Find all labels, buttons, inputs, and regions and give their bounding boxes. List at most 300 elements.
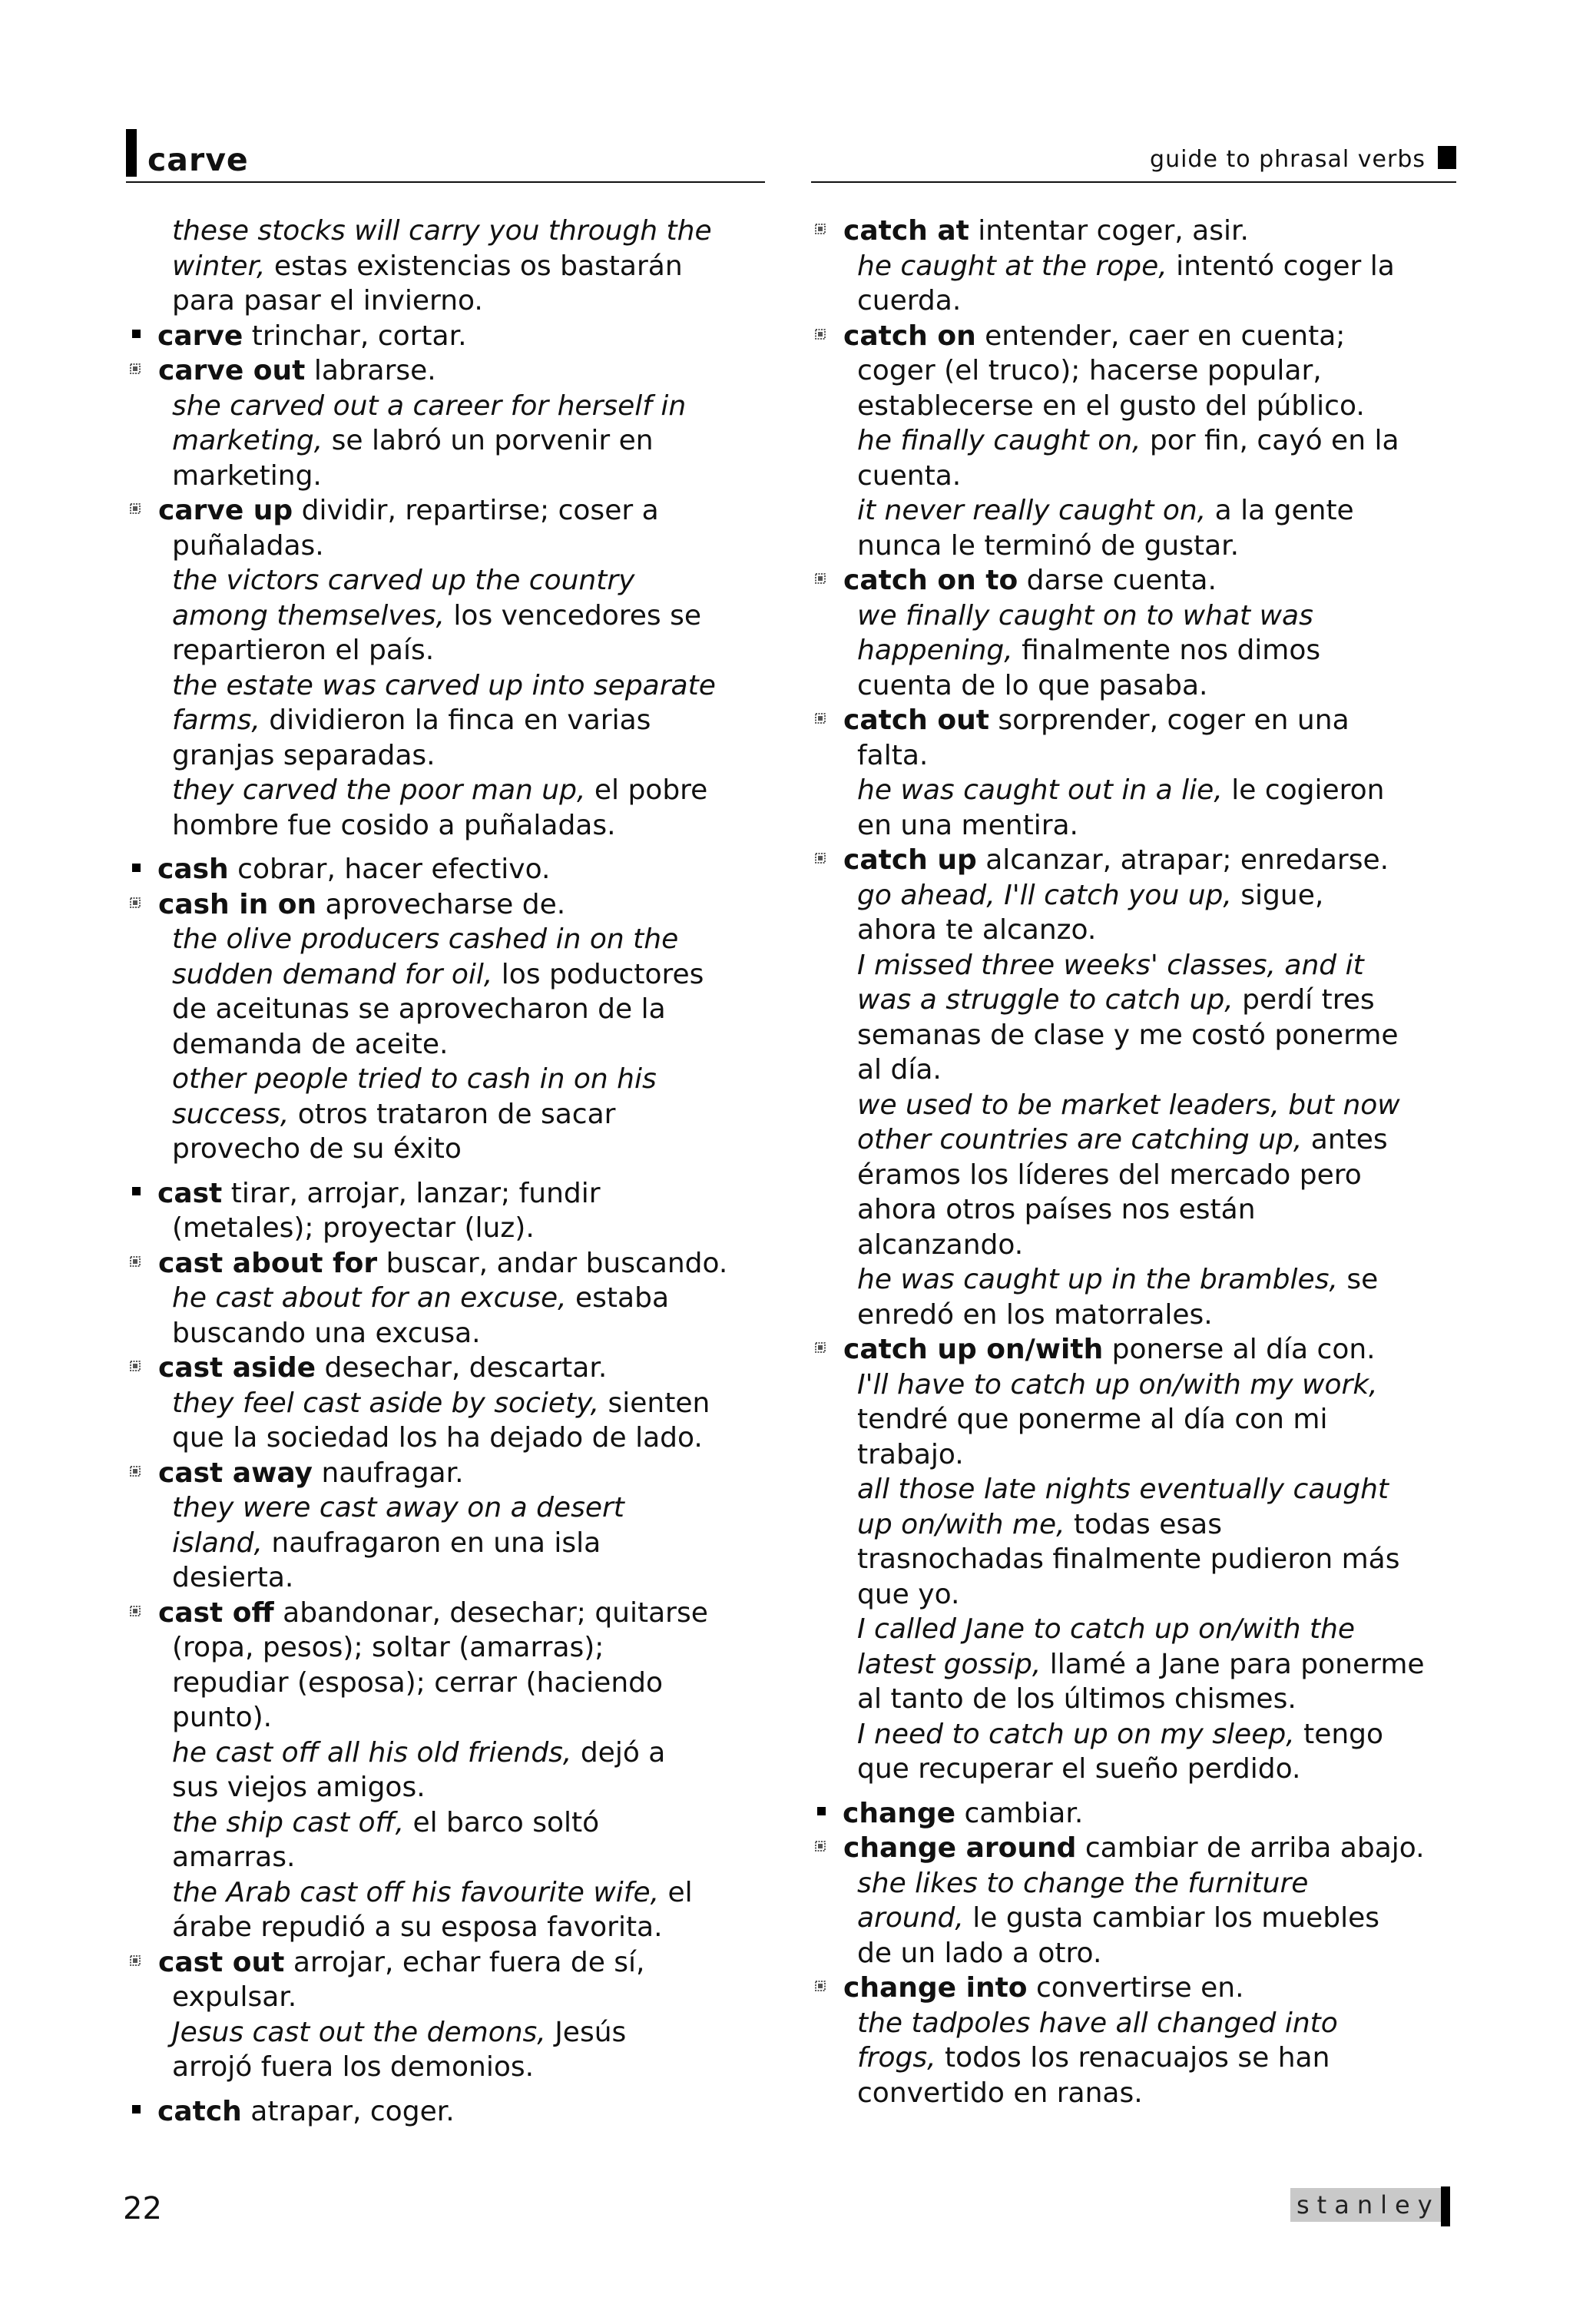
translation-text: demanda de aceite. — [172, 1028, 449, 1060]
entry-line — [126, 1211, 771, 1246]
example-text: around, — [857, 1902, 964, 1934]
translation-text: tendré que ponerme al día con mi — [857, 1404, 1328, 1435]
entry-line — [811, 353, 1460, 389]
translation-text: árabe repudió a su esposa favorita. — [172, 1911, 663, 1943]
phrasal-verb: cast away — [158, 1457, 313, 1489]
example-text: the victors carved up the country — [172, 565, 635, 596]
translation-text: alcanzar, atrapar; enredarse. — [976, 844, 1389, 876]
phrasal-verb-entry — [811, 319, 1460, 424]
entry-line — [811, 1796, 1460, 1832]
entry-line — [126, 214, 771, 249]
example-text: I missed three weeks' classes, and it — [857, 949, 1364, 981]
example-entry — [126, 2015, 771, 2085]
example-text: success, — [172, 1098, 290, 1130]
example-text: happening, — [857, 635, 1013, 666]
phrasal-verb-entry — [126, 353, 771, 389]
translation-text: nunca le terminó de gustar. — [857, 529, 1240, 562]
example-text: he caught at the rope, — [857, 250, 1167, 282]
example-text: I'll have to catch up on/with my work, — [857, 1368, 1378, 1401]
example-text: she carved out a career for herself in — [172, 390, 687, 422]
entry-line — [126, 1875, 771, 1911]
phrasal-verb-entry — [126, 493, 771, 563]
translation-text: puñaladas. — [172, 529, 324, 562]
translation-text: éramos los líderes del mercado pero — [857, 1159, 1362, 1191]
entry-line — [126, 1281, 771, 1316]
phrasal-verb-entry — [811, 703, 1460, 773]
example-entry — [811, 1368, 1460, 1473]
example-text: up on/with me, — [857, 1508, 1065, 1540]
translation-text: alcanzando. — [857, 1228, 1024, 1261]
entry-line — [126, 1560, 771, 1596]
dotted-bullet-icon — [814, 328, 826, 340]
phrasal-verb-entry — [126, 1596, 771, 1736]
dotted-bullet-icon — [814, 1341, 826, 1354]
entry-line — [126, 598, 771, 634]
translation-text: estaba — [566, 1282, 669, 1314]
example-text: they carved the poor man up, — [172, 774, 586, 806]
right-column — [811, 214, 1460, 2110]
entry-line — [126, 773, 771, 808]
translation-text: de un lado a otro. — [857, 1937, 1102, 1969]
entry-line — [811, 1752, 1460, 1787]
translation-text: que recuperar el sueño perdido. — [857, 1753, 1301, 1785]
entry-line — [811, 808, 1460, 844]
entry-line — [126, 1027, 771, 1063]
phrasal-verb: catch up on/with — [843, 1334, 1104, 1365]
example-text: he was caught up in the brambles, — [857, 1264, 1338, 1295]
phrasal-verb: catch at — [843, 215, 969, 247]
translation-text: antes — [1302, 1124, 1388, 1155]
entry-line — [811, 1936, 1460, 1971]
example-entry — [811, 423, 1460, 493]
example-text: the ship cast off, — [172, 1806, 405, 1838]
translation-text: sorprender, coger en una — [989, 704, 1349, 736]
entry-line — [811, 529, 1460, 564]
entry-line — [811, 1298, 1460, 1333]
entry-line — [126, 319, 771, 354]
example-entry — [126, 1490, 771, 1596]
entry-line — [811, 1437, 1460, 1473]
phrasal-verb-entry — [811, 1971, 1460, 2006]
translation-text: cambiar de arriba abajo. — [1076, 1832, 1425, 1864]
phrasal-verb: cast off — [158, 1596, 274, 1629]
phrasal-verb: change around — [843, 1832, 1077, 1864]
entry-line — [126, 563, 771, 598]
entry-line — [126, 1526, 771, 1561]
example-text: frogs, — [857, 2042, 936, 2074]
translation-text: dividir, repartirse; coser a — [293, 495, 659, 526]
example-entry — [126, 1281, 771, 1351]
entry-line — [811, 1472, 1460, 1507]
entry-line — [126, 529, 771, 564]
example-text: I called Jane to catch up on/with the — [857, 1613, 1356, 1645]
phrasal-verb-entry — [126, 1351, 771, 1386]
translation-text: le cogieron — [1222, 774, 1385, 806]
entry-line — [811, 598, 1460, 634]
entry-line — [126, 2015, 771, 2050]
translation-text: aprovecharse de. — [316, 888, 566, 920]
entry-line — [126, 1386, 771, 1421]
translation-text: llamé a Jane para ponerme — [1041, 1648, 1425, 1680]
entry-line — [811, 249, 1460, 284]
translation-text: desierta. — [172, 1562, 294, 1593]
entry-line — [811, 319, 1460, 354]
example-entry — [126, 214, 771, 319]
entry-line — [126, 1596, 771, 1631]
phrasal-verb: catch up — [843, 844, 977, 876]
entry-line — [126, 1351, 771, 1386]
translation-text: establecerse en el gusto del público. — [857, 390, 1365, 422]
example-entry — [811, 249, 1460, 319]
entry-line — [126, 249, 771, 284]
translation-text: los vencedores se — [444, 599, 702, 632]
translation-text: todos los renacuajos se han — [936, 2042, 1330, 2074]
entry-line — [126, 1246, 771, 1281]
example-text: island, — [172, 1527, 263, 1559]
dotted-bullet-icon — [814, 572, 826, 585]
square-bullet-icon — [132, 1187, 141, 1195]
translation-text: cuenta. — [857, 459, 962, 492]
translation-text: sienten — [599, 1387, 710, 1419]
entry-line — [126, 1176, 771, 1212]
example-text: the estate was carved up into separate — [172, 669, 716, 701]
headword-entry — [126, 852, 771, 887]
running-head-title: guide to phrasal verbs — [1150, 146, 1426, 173]
entry-line — [811, 1717, 1460, 1752]
dotted-bullet-icon — [814, 1980, 826, 1992]
translation-text: labrarse. — [305, 355, 436, 386]
entry-line — [811, 668, 1460, 704]
example-entry — [126, 1386, 771, 1456]
entry-line — [811, 1122, 1460, 1158]
phrasal-verb-entry — [126, 1945, 771, 2015]
entry-line — [811, 423, 1460, 459]
phrasal-verb: change into — [843, 1972, 1028, 2004]
translation-text: se labró un porvenir en — [323, 425, 654, 456]
dotted-bullet-icon — [129, 1605, 141, 1617]
entry-line — [126, 1736, 771, 1771]
entry-line — [126, 992, 771, 1027]
entry-line — [126, 1630, 771, 1666]
entry-line — [126, 1910, 771, 1945]
dotted-bullet-icon — [129, 1465, 141, 1477]
example-text: he cast off all his old friends, — [172, 1736, 572, 1769]
entry-line — [811, 1053, 1460, 1088]
translation-text: trabajo. — [857, 1438, 964, 1470]
dotted-bullet-icon — [814, 712, 826, 724]
entry-line — [811, 1542, 1460, 1577]
translation-text: abandonar, desechar; quitarse — [273, 1596, 708, 1629]
entry-gap — [126, 843, 771, 852]
example-text: the olive producers cashed in on the — [172, 923, 679, 955]
entry-line — [126, 493, 771, 529]
phrasal-verb-entry — [126, 1456, 771, 1491]
entry-line — [126, 852, 771, 887]
translation-text: dejó a — [571, 1736, 666, 1769]
translation-text: naufragaron en una isla — [262, 1527, 601, 1559]
entry-line — [811, 1507, 1460, 1543]
headword-entry — [126, 2094, 771, 2130]
translation-text: tirar, arrojar, lanzar; fundir — [222, 1177, 601, 1209]
example-entry — [126, 1805, 771, 1875]
example-text: he cast about for an excuse, — [172, 1282, 567, 1314]
dotted-bullet-icon — [814, 223, 826, 235]
entry-line — [126, 1980, 771, 2015]
entry-line — [126, 1097, 771, 1132]
entry-line — [811, 913, 1460, 948]
translation-text: repudiar (esposa); cerrar (haciendo — [172, 1666, 664, 1699]
phrasal-verb: catch on — [843, 320, 976, 352]
translation-text: otros trataron de sacar — [289, 1098, 616, 1130]
phrasal-verb-entry — [126, 887, 771, 923]
headword-entry — [126, 319, 771, 354]
entry-line — [811, 1192, 1460, 1228]
entry-gap — [126, 1167, 771, 1176]
example-entry — [126, 1875, 771, 1945]
translation-text: hombre fue cosido a puñaladas. — [172, 809, 616, 841]
entry-line — [126, 1456, 771, 1491]
headword-entry — [126, 1176, 771, 1246]
entry-line — [811, 1612, 1460, 1647]
translation-text: en una mentira. — [857, 809, 1078, 841]
entry-line — [126, 668, 771, 704]
header-bar-mark — [126, 129, 137, 177]
running-head-word: carve — [147, 141, 249, 178]
entry-line — [126, 1490, 771, 1526]
translation-text: todas esas — [1065, 1508, 1222, 1540]
example-entry — [811, 1472, 1460, 1612]
entry-line — [126, 2094, 771, 2130]
translation-text: punto). — [172, 1702, 273, 1733]
phrasal-verb-entry — [811, 1831, 1460, 1866]
translation-text: semanas de clase y me costó ponerme — [857, 1019, 1399, 1051]
square-bullet-icon — [132, 864, 141, 872]
entry-line — [811, 773, 1460, 808]
entry-line — [126, 1770, 771, 1805]
entry-line — [126, 2050, 771, 2085]
translation-text: repartieron el país. — [172, 635, 435, 666]
entry-line — [126, 922, 771, 957]
example-text: among themselves, — [172, 599, 445, 632]
translation-text: convertirse en. — [1027, 1972, 1244, 2004]
entry-line — [811, 1262, 1460, 1298]
phrasal-verb-entry — [126, 1246, 771, 1281]
example-entry — [126, 1062, 771, 1167]
entry-line — [811, 563, 1460, 598]
entry-line — [811, 1018, 1460, 1053]
translation-text: naufragar. — [313, 1457, 464, 1489]
phrasal-verb: carve out — [158, 355, 306, 386]
entry-line — [811, 2041, 1460, 2076]
entry-line — [811, 1577, 1460, 1613]
example-entry — [811, 1866, 1460, 1971]
entry-line — [811, 493, 1460, 529]
translation-text: ponerse al día con. — [1103, 1334, 1376, 1365]
translation-text: entender, caer en cuenta; — [975, 320, 1346, 352]
translation-text: coger (el truco); hacerse popular, — [857, 355, 1322, 386]
example-text: farms, — [172, 704, 260, 736]
entry-gap — [126, 2085, 771, 2094]
entry-line — [811, 738, 1460, 774]
example-text: they feel cast aside by society, — [172, 1387, 600, 1419]
example-text: we finally caught on to what was — [857, 599, 1313, 632]
translation-text: que yo. — [857, 1578, 960, 1610]
square-bullet-icon — [817, 1807, 826, 1815]
translation-text: a la gente — [1206, 495, 1354, 526]
dotted-bullet-icon — [129, 1255, 141, 1268]
entry-line — [811, 1402, 1460, 1437]
translation-text: le gusta cambiar los muebles — [963, 1902, 1380, 1934]
translation-text: trinchar, cortar. — [243, 320, 467, 352]
entry-line — [811, 703, 1460, 738]
entry-line — [126, 957, 771, 993]
example-text: was a struggle to catch up, — [857, 984, 1234, 1016]
translation-text: trasnochadas finalmente pudieron más — [857, 1543, 1400, 1575]
translation-text: cuerda. — [857, 285, 962, 317]
square-bullet-icon — [132, 330, 141, 338]
translation-text: para pasar el invierno. — [172, 285, 483, 317]
example-entry — [126, 1736, 771, 1805]
entry-line — [126, 423, 771, 459]
example-entry — [126, 563, 771, 668]
phrasal-verb: cast aside — [158, 1352, 316, 1384]
dotted-bullet-icon — [814, 1840, 826, 1852]
entry-line — [126, 459, 771, 494]
translation-text: perdí tres — [1233, 984, 1375, 1016]
entry-line — [126, 1805, 771, 1841]
entry-line — [811, 1831, 1460, 1866]
translation-text: amarras. — [172, 1842, 296, 1873]
entry-line — [811, 1368, 1460, 1403]
entry-gap — [811, 1787, 1460, 1796]
example-text: he finally caught on, — [857, 425, 1141, 456]
square-bullet-icon — [132, 2105, 141, 2113]
entry-line — [126, 283, 771, 319]
example-entry — [811, 1717, 1460, 1787]
translation-text: sigue, — [1231, 879, 1324, 911]
phrasal-verb: cast out — [158, 1946, 285, 1978]
headword-entry — [811, 1796, 1460, 1832]
translation-text: buscar, andar buscando. — [377, 1247, 728, 1279]
entry-line — [126, 1700, 771, 1736]
example-entry — [811, 2006, 1460, 2111]
entry-line — [126, 887, 771, 923]
entry-line — [126, 1840, 771, 1875]
example-text: all those late nights eventually caught — [857, 1474, 1389, 1505]
example-entry — [126, 389, 771, 494]
translation-text: arrojó fuera los demonios. — [172, 2051, 535, 2083]
entry-line — [811, 878, 1460, 913]
example-text: go ahead, I'll catch you up, — [857, 879, 1232, 911]
entry-line — [811, 1901, 1460, 1936]
translation-text: sus viejos amigos. — [172, 1772, 426, 1803]
example-text: she likes to change the furniture — [857, 1867, 1309, 1899]
translation-text: desechar, descartar. — [316, 1352, 608, 1384]
entry-line — [811, 1866, 1460, 1901]
phrasal-verb-entry — [811, 214, 1460, 249]
translation-text: marketing. — [172, 459, 322, 492]
example-text: Jesus cast out the demons, — [172, 2016, 546, 2048]
translation-text: darse cuenta. — [1018, 565, 1217, 596]
example-text: these stocks will carry you through the — [172, 215, 712, 247]
translation-text: arrojar, echar fuera de sí, — [284, 1946, 645, 1978]
example-entry — [811, 493, 1460, 563]
translation-text: (ropa, pesos); soltar (amarras); — [172, 1632, 604, 1663]
translation-text: enredó en los matorrales. — [857, 1298, 1213, 1331]
dotted-bullet-icon — [129, 502, 141, 515]
entry-line — [126, 389, 771, 424]
translation-text: que la sociedad los ha dejado de lado. — [172, 1422, 703, 1454]
translation-text: intentó coger la — [1167, 250, 1395, 282]
example-entry — [811, 773, 1460, 843]
example-text: marketing, — [172, 425, 323, 456]
entry-line — [811, 843, 1460, 878]
translation-text: Jesús — [545, 2016, 627, 2048]
example-text: sudden demand for oil, — [172, 958, 493, 990]
entry-line — [126, 1132, 771, 1167]
example-text: we used to be market leaders, but now — [857, 1089, 1400, 1121]
phrasal-verb: catch — [157, 2095, 242, 2127]
translation-text: expulsar. — [172, 1981, 297, 2013]
translation-text: ahora te alcanzo. — [857, 914, 1097, 946]
example-entry — [811, 1262, 1460, 1332]
translation-text: al tanto de los últimos chismes. — [857, 1683, 1296, 1715]
entry-line — [811, 283, 1460, 319]
left-column — [126, 214, 771, 2129]
translation-text: cuenta de lo que pasaba. — [857, 669, 1208, 701]
translation-text: (metales); proyectar (luz). — [172, 1212, 535, 1244]
translation-text: de aceitunas se aprovecharon de la — [172, 993, 666, 1025]
example-entry — [811, 878, 1460, 948]
running-head-left — [126, 115, 765, 183]
phrasal-verb-entry — [811, 1332, 1460, 1368]
phrasal-verb: cast — [157, 1177, 223, 1209]
phrasal-verb: cash — [157, 854, 229, 885]
entry-line — [811, 633, 1460, 668]
translation-text: buscando una excusa. — [172, 1317, 481, 1349]
translation-text: dividieron la finca en varias — [260, 704, 651, 736]
example-text: other countries are catching up, — [857, 1124, 1303, 1155]
example-text: I need to catch up on my sleep, — [857, 1718, 1295, 1750]
phrasal-verb: cash in on — [158, 888, 317, 920]
translation-text: al día. — [857, 1054, 942, 1086]
example-entry — [126, 922, 771, 1062]
translation-text: ahora otros países nos están — [857, 1194, 1256, 1225]
example-entry — [126, 773, 771, 843]
phrasal-verb: catch on to — [843, 565, 1018, 596]
running-head-right — [811, 115, 1456, 183]
entry-line — [811, 1971, 1460, 2006]
example-text: he was caught out in a lie, — [857, 774, 1223, 806]
translation-text: intentar coger, asir. — [969, 215, 1249, 247]
entry-line — [811, 459, 1460, 494]
translation-text: convertido en ranas. — [857, 2077, 1143, 2109]
entry-line — [811, 1682, 1460, 1717]
example-text: latest gossip, — [857, 1648, 1041, 1680]
dotted-bullet-icon — [814, 852, 826, 864]
example-entry — [811, 1612, 1460, 1717]
translation-text: finalmente nos dimos — [1012, 635, 1321, 666]
entry-line — [811, 1088, 1460, 1123]
entry-line — [811, 948, 1460, 983]
entry-line — [811, 2076, 1460, 2111]
entry-line — [126, 738, 771, 774]
translation-text: se — [1337, 1264, 1379, 1295]
example-text: the Arab cast off his favourite wife, — [172, 1876, 660, 1908]
page-number: 22 — [123, 2191, 162, 2226]
entry-line — [811, 389, 1460, 424]
translation-text: el — [659, 1876, 693, 1908]
